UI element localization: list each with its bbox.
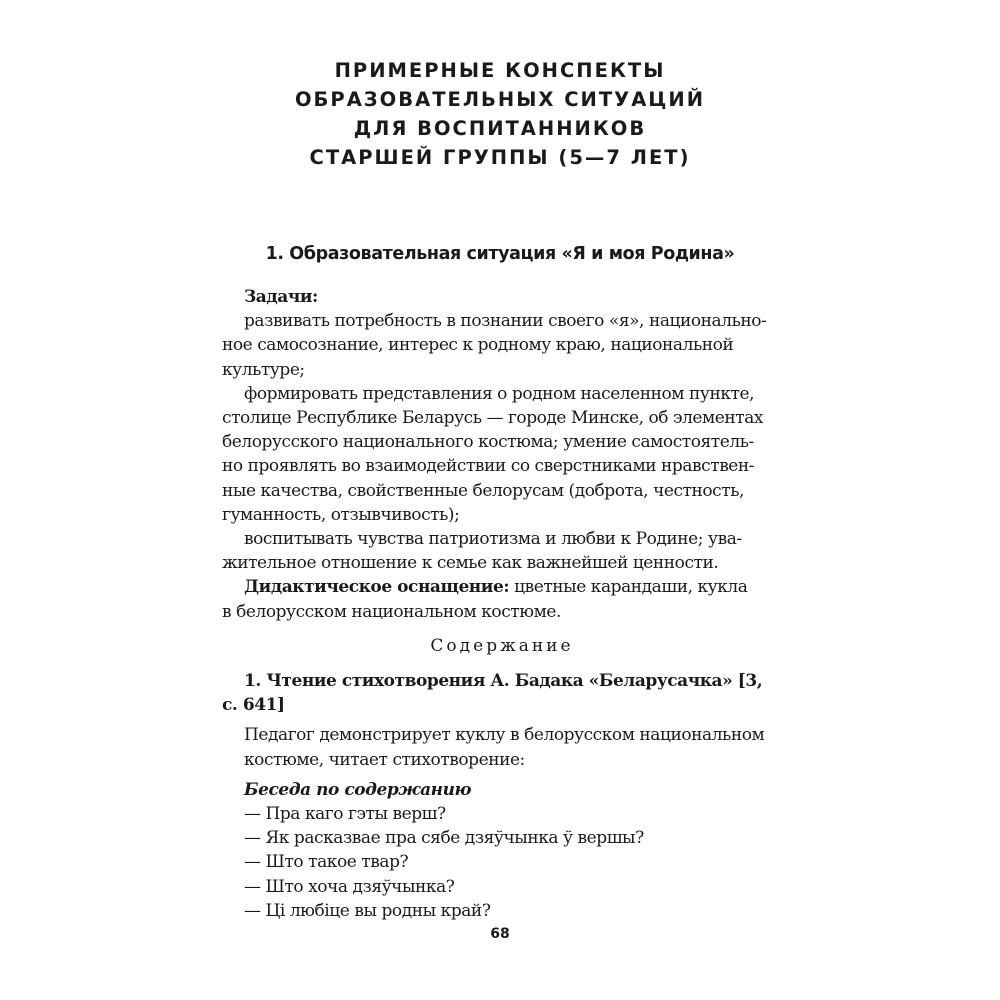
content-heading: Содержание [430, 635, 574, 656]
equipment-line [222, 575, 782, 599]
tasks-line: воспитывать чувства патриотизма и любви к Родине; ува- [244, 529, 742, 550]
conversation-question: — Што хоча дзяўчынка? [244, 876, 455, 897]
page-body [222, 285, 782, 923]
tasks-line: но проявлять во взаимодействии со сверстниками нравствен- [222, 456, 755, 477]
equipment-label: Дидактическое оснащение: [244, 577, 510, 598]
tasks-line: культуре; [222, 359, 305, 380]
tasks-line: формировать представления о родном населенном пункте, [244, 383, 755, 404]
item-title: с. 641] [222, 695, 285, 716]
item-title: 1. Чтение стихотворения А. Бадака «Беларусачка» [3, [244, 671, 763, 692]
tasks-line: ные качества, свойственные белорусам (доброта, честность, [222, 480, 744, 501]
chapter-title-line: ПРИМЕРНЫЕ КОНСПЕКТЫ [334, 59, 666, 82]
conversation-question: — Ці любіце вы родны край? [244, 900, 491, 921]
tasks-line: жительное отношение к семье как важнейшей ценности. [222, 553, 719, 574]
item-paragraph: костюме, читает стихотворение: [244, 749, 525, 770]
chapter-title-line: ДЛЯ ВОСПИТАННИКОВ [353, 117, 647, 140]
tasks-line: белорусского национального костюма; умение самостоятель- [222, 432, 754, 453]
page-number: 68 [490, 926, 510, 942]
chapter-title-line: СТАРШЕЙ ГРУППЫ (5—7 ЛЕТ) [309, 146, 691, 169]
item-paragraph: Педагог демонстрирует куклу в белорусском национальном [244, 725, 765, 746]
tasks-line: развивать потребность в познании своего «я», национально- [244, 311, 767, 332]
conversation-question: — Як расказвае пра сябе дзяўчынка ў вершы? [244, 828, 644, 849]
chapter-title-line: ОБРАЗОВАТЕЛЬНЫХ СИТУАЦИЙ [294, 88, 706, 111]
equipment-text: цветные карандаши, кукла [509, 577, 748, 598]
tasks-line: столице Республике Беларусь — городе Минске, об элементах [222, 408, 764, 429]
tasks-line: гуманность, отзывчивость); [222, 504, 460, 525]
conversation-heading: Беседа по содержанию [244, 779, 472, 800]
tasks-line: ное самосознание, интерес к родному краю, национальной [222, 335, 734, 356]
equipment-text-line: в белорусском национальном костюме. [222, 601, 561, 622]
conversation-question: — Што такое твар? [244, 852, 409, 873]
chapter-title [0, 56, 1000, 172]
tasks-heading: Задачи: [244, 287, 318, 307]
section-title: 1. Образовательная ситуация «Я и моя Родина» [265, 244, 735, 264]
conversation-question: — Пра каго гэты верш? [244, 804, 446, 825]
